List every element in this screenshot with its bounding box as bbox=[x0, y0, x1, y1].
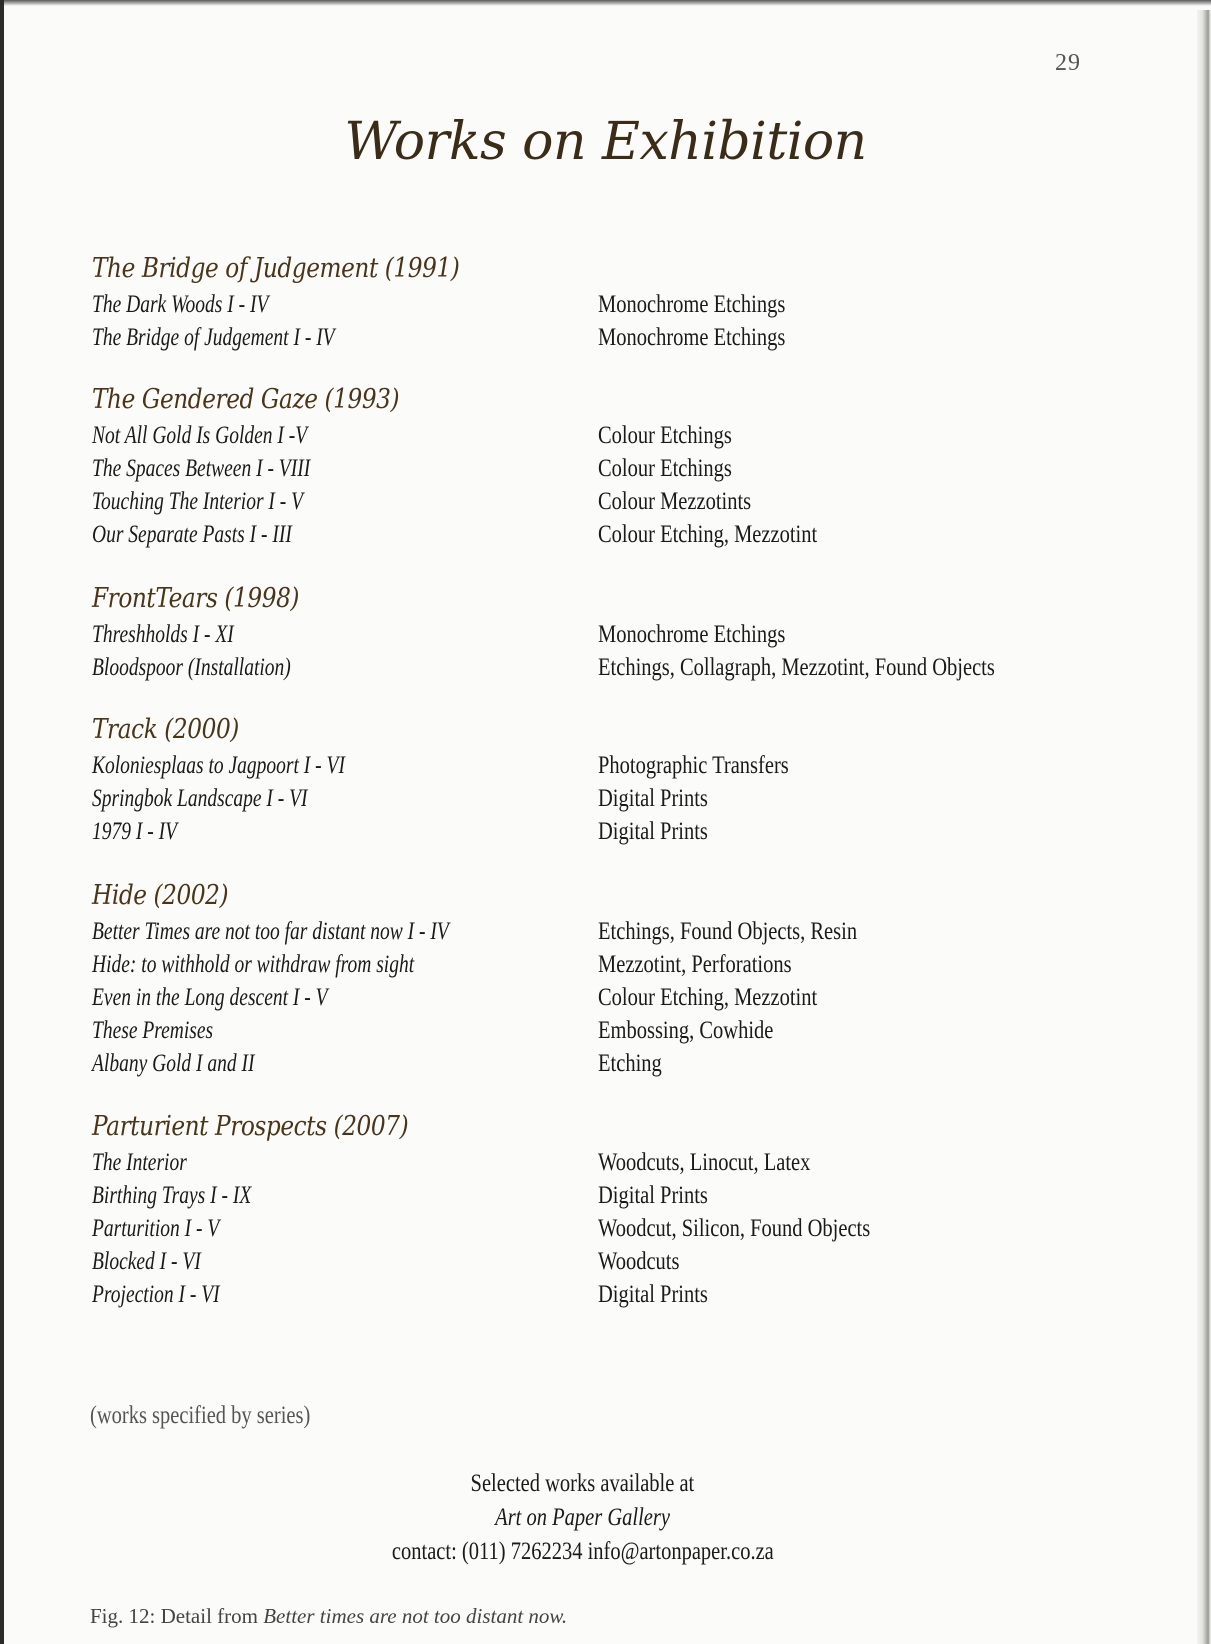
work-row bbox=[92, 618, 1092, 651]
page-number: 29 bbox=[1055, 50, 1081, 76]
work-row bbox=[92, 1212, 1092, 1245]
availability-block bbox=[0, 1467, 1165, 1569]
series-title: FrontTears (1998) bbox=[92, 583, 300, 614]
work-row bbox=[92, 815, 1092, 848]
series-title: Hide (2002) bbox=[92, 880, 229, 911]
page-right-edge bbox=[1197, 10, 1211, 1644]
work-medium: Woodcuts bbox=[598, 1248, 680, 1275]
work-medium: Etchings, Collagraph, Mezzotint, Found Objects bbox=[598, 654, 995, 681]
work-title: These Premises bbox=[92, 1017, 214, 1044]
series-section bbox=[92, 711, 1092, 848]
work-row bbox=[92, 782, 1092, 815]
work-row bbox=[92, 1146, 1092, 1179]
work-title: Hide: to withhold or withdraw from sight bbox=[92, 951, 415, 978]
work-title: Even in the Long descent I - V bbox=[92, 984, 328, 1011]
work-title: 1979 I - IV bbox=[92, 818, 178, 845]
work-medium: Digital Prints bbox=[598, 785, 708, 812]
work-row bbox=[92, 915, 1092, 948]
work-row bbox=[92, 452, 1092, 485]
caption-work-title: Better times are not too distant now. bbox=[263, 1604, 568, 1628]
work-medium: Woodcuts, Linocut, Latex bbox=[598, 1149, 811, 1176]
work-medium: Digital Prints bbox=[598, 1182, 708, 1209]
work-title: Threshholds I - XI bbox=[92, 621, 234, 648]
caption-prefix: Fig. 12: Detail from bbox=[90, 1604, 264, 1628]
work-title: Springbok Landscape I - VI bbox=[92, 785, 308, 812]
work-row bbox=[92, 1014, 1092, 1047]
work-medium: Colour Etchings bbox=[598, 455, 732, 482]
series-title: Parturient Prospects (2007) bbox=[92, 1111, 409, 1142]
work-row bbox=[92, 981, 1092, 1014]
work-medium: Mezzotint, Perforations bbox=[598, 951, 792, 978]
gallery-contact: contact: (011) 7262234 info@artonpaper.co.za bbox=[391, 1538, 774, 1565]
work-title: Touching The Interior I - V bbox=[92, 488, 304, 515]
work-row bbox=[92, 419, 1092, 452]
work-row bbox=[92, 749, 1092, 782]
work-title: Parturition I - V bbox=[92, 1215, 220, 1242]
series-section bbox=[92, 250, 1092, 354]
work-title: The Spaces Between I - VIII bbox=[92, 455, 311, 482]
work-title: Koloniesplaas to Jagpoort I - VI bbox=[92, 752, 345, 779]
series-title: Track (2000) bbox=[92, 714, 239, 745]
work-medium: Monochrome Etchings bbox=[598, 621, 786, 648]
work-medium: Etchings, Found Objects, Resin bbox=[598, 918, 858, 945]
work-medium: Colour Mezzotints bbox=[598, 488, 752, 515]
work-title: Projection I - VI bbox=[92, 1281, 220, 1308]
work-title: The Bridge of Judgement I - IV bbox=[92, 324, 335, 351]
work-title: Bloodspoor (Installation) bbox=[92, 654, 291, 681]
work-row bbox=[92, 485, 1092, 518]
work-title: Birthing Trays I - IX bbox=[92, 1182, 252, 1209]
work-title: Not All Gold Is Golden I -V bbox=[92, 422, 308, 449]
work-medium: Embossing, Cowhide bbox=[598, 1017, 774, 1044]
work-row bbox=[92, 1047, 1092, 1080]
work-medium: Woodcut, Silicon, Found Objects bbox=[598, 1215, 871, 1242]
page-title: Works on Exhibition bbox=[344, 112, 867, 172]
work-row bbox=[92, 1278, 1092, 1311]
work-row bbox=[92, 321, 1092, 354]
work-medium: Colour Etching, Mezzotint bbox=[598, 984, 818, 1011]
availability-line: Selected works available at bbox=[470, 1470, 695, 1497]
series-section bbox=[92, 877, 1092, 1080]
work-medium: Monochrome Etchings bbox=[598, 291, 786, 318]
work-title: The Dark Woods I - IV bbox=[92, 291, 269, 318]
gallery-name: Art on Paper Gallery bbox=[495, 1504, 670, 1531]
series-title: The Gendered Gaze (1993) bbox=[92, 384, 400, 415]
work-title: Blocked I - VI bbox=[92, 1248, 201, 1275]
work-title: The Interior bbox=[92, 1149, 187, 1176]
work-row bbox=[92, 1245, 1092, 1278]
work-row bbox=[92, 288, 1092, 321]
work-medium: Colour Etching, Mezzotint bbox=[598, 521, 818, 548]
work-title: Albany Gold I and II bbox=[92, 1050, 255, 1077]
work-title: Better Times are not too far distant now I - IV bbox=[92, 918, 449, 945]
work-medium: Etching bbox=[598, 1050, 662, 1077]
page-left-edge bbox=[0, 0, 4, 1644]
work-medium: Photographic Transfers bbox=[598, 752, 789, 779]
work-medium: Digital Prints bbox=[598, 818, 708, 845]
series-section bbox=[92, 580, 1092, 684]
series-section bbox=[92, 1108, 1092, 1311]
figure-caption bbox=[90, 1604, 567, 1629]
series-section bbox=[92, 381, 1092, 551]
series-title: The Bridge of Judgement (1991) bbox=[92, 253, 460, 284]
work-row bbox=[92, 518, 1092, 551]
work-medium: Monochrome Etchings bbox=[598, 324, 786, 351]
work-row bbox=[92, 651, 1092, 684]
work-row bbox=[92, 1179, 1092, 1212]
work-title: Our Separate Pasts I - III bbox=[92, 521, 292, 548]
work-row bbox=[92, 948, 1092, 981]
page-top-edge bbox=[0, 0, 1211, 6]
work-medium: Colour Etchings bbox=[598, 422, 732, 449]
series-note: (works specified by series) bbox=[90, 1402, 311, 1429]
work-medium: Digital Prints bbox=[598, 1281, 708, 1308]
